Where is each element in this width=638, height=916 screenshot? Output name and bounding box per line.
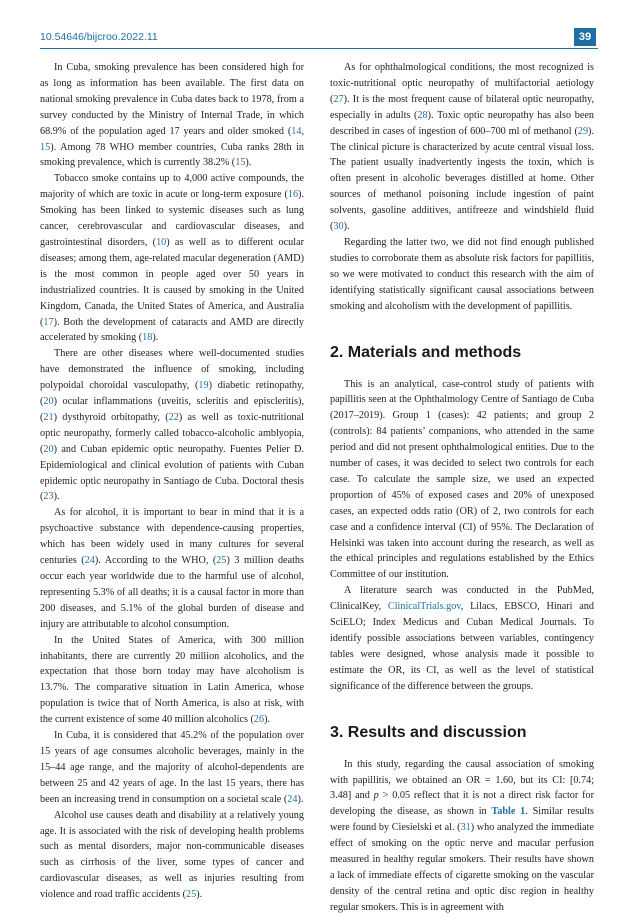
left-column (40, 60, 304, 903)
paragraph-cuba-alcohol: In Cuba, it is considered that 45.2% of the population over 15 years of age consumes alcoholic beverages, mainly in the 15–44 age range, and the majority of alcohol-dependents are between 25 and 42 years of age. In the last 15 years, there has been an increasing trend in consumption on a societal scale (24). (40, 730, 304, 805)
citation-link[interactable]: 17 (43, 316, 54, 328)
citation-link[interactable]: 19 (198, 380, 209, 392)
page-number-badge: 39 (574, 28, 596, 46)
paragraph-other-diseases: There are other diseases where well-documented studies have demonstrated the influence of smoking, including polypoidal choroidal vasculopathy, (19) diabetic retinopathy, (20) ocular inflammations (uveitis, scleritis and episcleritis), (21) dysthyroid orbitopathy, (22) as well as toxic-nutritional optic neuropathy, formerly called tobacco-alcoholic amblyopia, (20) and Cuban epidemic optic neuropathy. Fuentes Pelier D. Epidemiological and clinical evolution of patients with Cuban epidemic optic neuropathy in Santiago de Cuba. Doctoral thesis (23). (40, 348, 305, 503)
paragraph-study-design: This is an analytical, case-control study of patients with papillitis seen at the Ophthalmology Centre of Santiago de Cuba (2017–2019). Group 1 (cases): 42 patients; and group 2 (controls): 84 patients’ companions, who attended in the same period and did not present ophthalmological entities. Due to the number of cases, it was decided to select two controls for each case. To calculate the sample size, we used an expected proportion of 45% of exposed cases and 20% of unexposed cases, an expected odds ratio (OR) of 2, two controls for each case and a confidence interval (CI) of 95%. The Declaration of Helsinki was taken into account during the research, as well as the ethical principles and regulations established by the Ethics Committee of our institution. (330, 378, 594, 581)
table-1-link[interactable]: Table 1 (491, 806, 526, 818)
section-heading-results-discussion: 3. Results and discussion (330, 723, 527, 741)
page-header (40, 28, 598, 50)
citation-link[interactable]: 10 (156, 236, 167, 248)
clinicaltrials-link[interactable]: ClinicalTrials.gov (387, 601, 461, 613)
paragraph-research-aim: Regarding the latter two, we did not find enough published studies to corroborate them as absolute risk factors for papillitis, so we were motivated to conduct this research with the aim of identifying statistically significant causal associations between smoking and alcoholism with the development of papillitis. (330, 236, 594, 312)
citation-link[interactable]: 24 (84, 555, 95, 567)
section-heading-materials-methods: 2. Materials and methods (330, 343, 522, 361)
citation-link[interactable]: 24 (287, 793, 298, 805)
right-column (330, 60, 594, 916)
p-value-symbol: p (373, 790, 379, 802)
citation-link[interactable]: 21 (43, 411, 54, 423)
citation-link[interactable]: 14 (291, 125, 302, 137)
citation-link[interactable]: 28 (417, 109, 428, 121)
paragraph-alcohol-harm: Alcohol use causes death and disability at a relatively young age. It is associated with the risk of developing health problems such as mental disorders, major non-communicable diseases such as cirrhosis of the liver, some types of cancer and cardiovascular diseases, as well as injuries resulting from violence and road traffic accidents (25). (40, 809, 304, 901)
citation-link[interactable]: 15 (235, 157, 246, 169)
citation-link[interactable]: 30 (333, 221, 344, 233)
citation-link[interactable]: 25 (216, 555, 227, 567)
paragraph-usa-alcoholism: In the United States of America, with 300 million inhabitants, there are currently 20 million alcoholics, and the expectation that those born today may have alcoholism is 13.7%. The comparative situation in Latin America, whose population is twice that of North America, is also at risk, with the current existence of some 40 million alcoholics (26). (40, 634, 304, 726)
citation-link[interactable]: 31 (460, 822, 471, 834)
citation-link[interactable]: 27 (333, 93, 344, 105)
citation-link[interactable]: 20 (43, 396, 54, 408)
citation-link[interactable]: 20 (43, 443, 54, 455)
paragraph-results: In this study, regarding the causal association of smoking with papillitis, we obtained an OR = 1.60, but its CI: [0.74; 3.48] and p > 0.05 reflect that it is not a direct risk factor for developing the disease, as shown in Table 1. Similar results were found by Ciesielski et al. (31) who analyzed the immediate effect of smoking on the optic nerve and macular perfusion measured in healthy regular smokers. Their results have shown a lack of immediate effects of cigarette smoking on the vascular density of the central retina and optic disc region in healthy regular smokers. This is in agreement with (330, 758, 594, 913)
paragraph-literature-search: A literature search was conducted in the PubMed, ClinicalKey, ClinicalTrials.gov, Lilacs, EBSCO, Hinari and SciELO; Index Medicus and Cuban Medical Journals. To identify possible associations between variables, contingency tables were designed, whose analysis made it possible to estimate the OR, its CI, as well as the level of statistical significance of the difference between the groups. (330, 585, 594, 692)
citation-link[interactable]: 18 (142, 332, 153, 344)
citation-link[interactable]: 29 (577, 125, 589, 137)
header-rule (40, 48, 598, 49)
paragraph-alcohol: As for alcohol, it is important to bear in mind that it is a psychoactive substance with dependence-causing properties, which has been widely used in many cultures for several centuries (24). According to the WHO, (25) 3 million deaths occur each year worldwide due to the harmful use of alcohol, representing 5.3% of all deaths; it is a causal factor in more than 200 diseases, and 5.1% of the global burden of disease and injury are attributable to alcohol consumption. (40, 507, 304, 630)
citation-link[interactable]: 25 (186, 889, 197, 901)
citation-link[interactable]: 26 (253, 714, 265, 726)
doi-link[interactable]: 10.54646/bijcroo.2022.11 (40, 31, 158, 43)
citation-link[interactable]: 22 (168, 411, 179, 423)
paragraph-smoking-prevalence: In Cuba, smoking prevalence has been considered high for as long as information has been available. The first data on national smoking prevalence in Cuba dates back to 1978, from a survey conducted by the Ministry of Internal Trade, in which 68.9% of the population aged 17 years and older smoked (14, 15). Among 78 WHO member countries, Cuba ranks 28th in smoking prevalence, which is currently 38.2% (15). (40, 62, 304, 169)
citation-link[interactable]: 15 (40, 141, 51, 153)
citation-link[interactable]: 16 (287, 189, 299, 201)
paragraph-ophthalmological: As for ophthalmological conditions, the most recognized is toxic-nutritional optic neuropathy of multifactorial aetiology (27). It is the most frequent cause of bilateral optic neuropathy, especially in adults (28). Toxic optic neuropathy has also been described in cases of ingestion of 600–700 ml of methanol (29). The clinical picture is characterized by acute central visual loss. The patient usually inadvertently ingests the toxin, which is often present in alcoholic beverages distilled at home. Other sources of methanol poisoning include ingestion of paint solvents, gasoline additives, antifreeze and windshield fluid (30). (330, 62, 594, 233)
paragraph-tobacco-smoke: Tobacco smoke contains up to 4,000 active compounds, the majority of which are toxic in acute or long-term exposure (16). Smoking has been linked to systemic diseases such as lung cancer, cerebrovascular and cardiovascular diseases, and gastrointestinal disorders, (10) as well as to different ocular diseases; among them, age-related macular degeneration (AMD) is the most common in people aged over 50 years in industrialized countries. It is caused by smoking in the United Kingdom, Canada, the United States of America, and Australia (17). Both the development of cataracts and AMD are directly accelerated by smoking (18). (40, 173, 304, 344)
citation-link[interactable]: 23 (43, 491, 54, 503)
